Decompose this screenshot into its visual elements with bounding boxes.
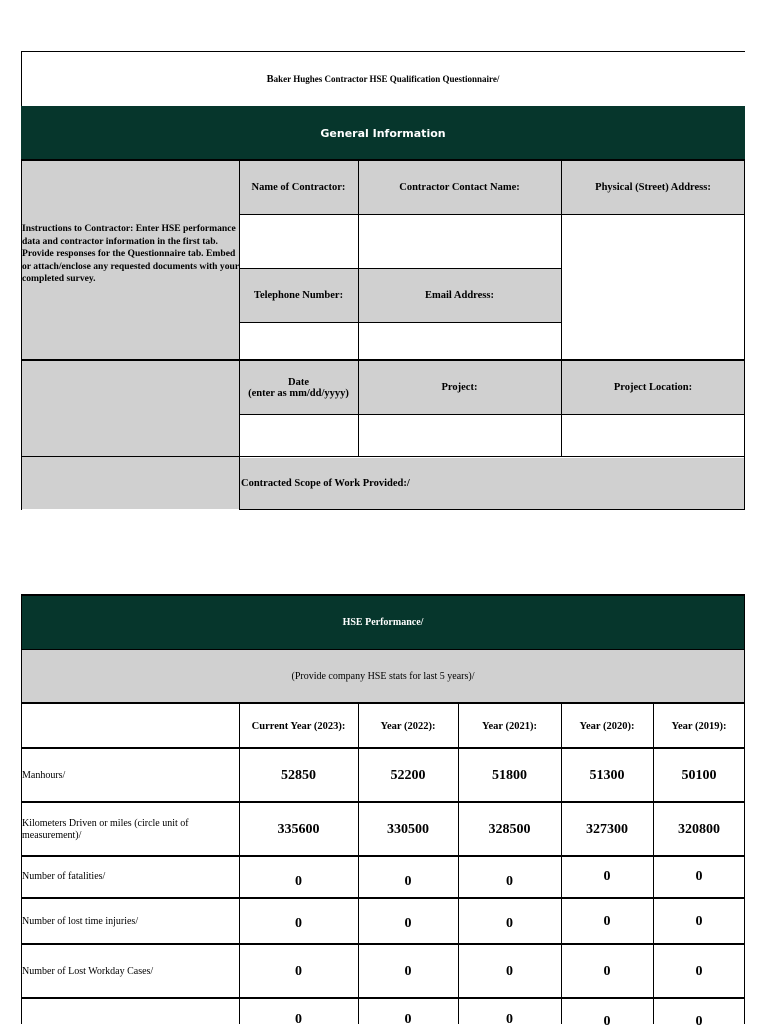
label-email	[358, 269, 561, 322]
physical-address-field[interactable]	[561, 215, 745, 360]
date-field[interactable]	[239, 415, 358, 457]
cell-value: 0	[404, 915, 412, 931]
label-name-of-contractor-text: Name of Contractor:	[251, 182, 346, 193]
label-project-location	[561, 361, 745, 414]
table-cell[interactable]	[458, 749, 561, 802]
table-cell[interactable]	[458, 1012, 561, 1027]
email-field[interactable]	[358, 323, 561, 360]
table-cell[interactable]	[561, 945, 653, 998]
contact-name-field[interactable]	[358, 215, 561, 268]
table-cell[interactable]	[653, 803, 745, 856]
cell-value: 0	[404, 1012, 412, 1027]
column-header-text: Year (2020):	[579, 720, 635, 732]
questionnaire-title	[21, 52, 745, 106]
cell-value: 0	[695, 868, 703, 884]
column-header-text: Year (2021):	[482, 720, 537, 732]
cell-value: 0	[506, 963, 513, 979]
general-information-header	[21, 106, 745, 160]
table-cell[interactable]	[561, 857, 653, 898]
label-email-text: Email Address:	[425, 290, 494, 301]
column-header	[358, 704, 458, 748]
cell-value: 328500	[488, 821, 531, 837]
label-telephone-text: Telephone Number:	[253, 290, 344, 301]
column-header	[239, 704, 358, 748]
cell-value: 0	[603, 1014, 611, 1029]
name-of-contractor-field[interactable]	[239, 215, 358, 268]
row-label-text: Number of fatalities/	[22, 871, 106, 882]
table-cell[interactable]	[239, 1012, 358, 1027]
cell-value: 320800	[678, 821, 720, 837]
table-row-label	[22, 945, 238, 998]
cell-value: 0	[295, 1012, 302, 1027]
table-cell[interactable]	[358, 899, 458, 944]
table-cell[interactable]	[458, 945, 561, 998]
cell-value: 327300	[586, 821, 628, 837]
row-label-text: Number of Lost Workday Cases/	[22, 966, 154, 977]
row-label-text: Manhours/	[22, 770, 66, 781]
column-header-text: Current Year (2023):	[251, 720, 346, 732]
table-cell[interactable]	[653, 1014, 745, 1029]
table-cell[interactable]	[358, 857, 458, 898]
table-row-label	[22, 749, 238, 802]
cell-value: 0	[295, 915, 302, 931]
general-information-heading: General Information	[320, 126, 446, 140]
table-cell[interactable]	[561, 899, 653, 944]
table-row-label	[22, 857, 238, 898]
cell-value: 0	[695, 1014, 703, 1029]
table-cell[interactable]	[653, 899, 745, 944]
title-initial: B	[266, 73, 274, 85]
label-physical-address	[561, 161, 745, 214]
table-cell[interactable]	[358, 749, 458, 802]
cell-value: 335600	[277, 821, 320, 837]
table-cell[interactable]	[358, 803, 458, 856]
column-header	[561, 704, 653, 748]
cell-value: 51800	[492, 767, 527, 783]
label-contact-name-text: Contractor Contact Name:	[399, 182, 520, 193]
column-header-text: Year (2019):	[671, 720, 727, 732]
row-label-text: Number of lost time injuries/	[22, 916, 139, 927]
scope-of-work-label: Contracted Scope of Work Provided:/	[241, 478, 410, 489]
left-panel-bottom	[21, 457, 239, 509]
table-cell[interactable]	[458, 899, 561, 944]
label-name-of-contractor	[239, 161, 358, 214]
table-cell[interactable]	[458, 803, 561, 856]
cell-value: 0	[295, 873, 302, 889]
table-cell[interactable]	[239, 857, 358, 898]
cell-value: 330500	[387, 821, 429, 837]
label-project-text: Project:	[441, 382, 478, 393]
cell-value: 0	[404, 963, 412, 979]
project-field[interactable]	[358, 415, 561, 457]
hse-performance-subheader	[21, 650, 745, 703]
table-cell[interactable]	[239, 899, 358, 944]
cell-value: 0	[506, 915, 513, 931]
cell-value: 0	[603, 963, 611, 979]
cell-value: 0	[695, 963, 703, 979]
table-row-label	[22, 803, 227, 856]
title-rest: aker Hughes Contractor HSE Qualification Questionnaire/	[273, 74, 500, 84]
table-row-label	[22, 899, 238, 944]
label-project	[358, 361, 561, 414]
cell-value: 51300	[589, 767, 625, 783]
table-cell[interactable]	[561, 1014, 653, 1029]
column-header	[458, 704, 561, 748]
cell-value: 0	[506, 1012, 513, 1027]
table-cell[interactable]	[653, 857, 745, 898]
label-project-location-text: Project Location:	[613, 382, 693, 393]
label-telephone	[239, 269, 358, 322]
project-location-field[interactable]	[561, 415, 745, 457]
table-cell[interactable]	[358, 1012, 458, 1027]
table-cell[interactable]	[358, 945, 458, 998]
column-header-text: Year (2022):	[380, 720, 436, 732]
cell-value: 0	[404, 873, 412, 889]
cell-value: 0	[695, 913, 703, 929]
table-cell[interactable]	[239, 749, 358, 802]
cell-value: 52200	[390, 767, 426, 783]
left-panel-middle	[21, 361, 239, 457]
table-cell[interactable]	[458, 857, 561, 898]
table-cell[interactable]	[239, 803, 358, 856]
cell-value: 0	[295, 963, 302, 979]
label-date-line2: (enter as mm/dd/yyyy)	[248, 387, 349, 399]
column-header	[653, 704, 745, 748]
table-cell[interactable]	[561, 749, 653, 802]
label-physical-address-text: Physical (Street) Address:	[595, 182, 711, 193]
scope-of-work-row[interactable]	[239, 458, 745, 509]
label-date	[239, 361, 358, 414]
cell-value: 0	[506, 873, 513, 889]
row-label-text: Kilometers Driven or miles (circle unit of measurement)/	[22, 817, 189, 841]
table-cell[interactable]	[561, 803, 653, 856]
hse-performance-header	[21, 596, 745, 649]
cell-value: 52850	[281, 767, 316, 783]
table-cell[interactable]	[653, 945, 745, 998]
table-cell[interactable]	[653, 749, 745, 802]
cell-value: 0	[603, 913, 611, 929]
table-cell[interactable]	[239, 945, 358, 998]
instructions-text: Instructions to Contractor: Enter HSE performance data and contractor information in the first tab. Provide responses for the Questionnaire tab. Embed or attach/enclose any requested documents with your completed survey.	[22, 223, 239, 285]
hse-performance-heading: HSE Performance/	[342, 617, 424, 628]
label-date-line1: Date	[288, 376, 309, 388]
cell-value: 50100	[681, 767, 717, 783]
hse-performance-subheading: (Provide company HSE stats for last 5 years)/	[291, 671, 475, 682]
cell-value: 0	[603, 868, 611, 884]
telephone-field[interactable]	[239, 323, 358, 360]
label-contact-name	[358, 161, 561, 214]
